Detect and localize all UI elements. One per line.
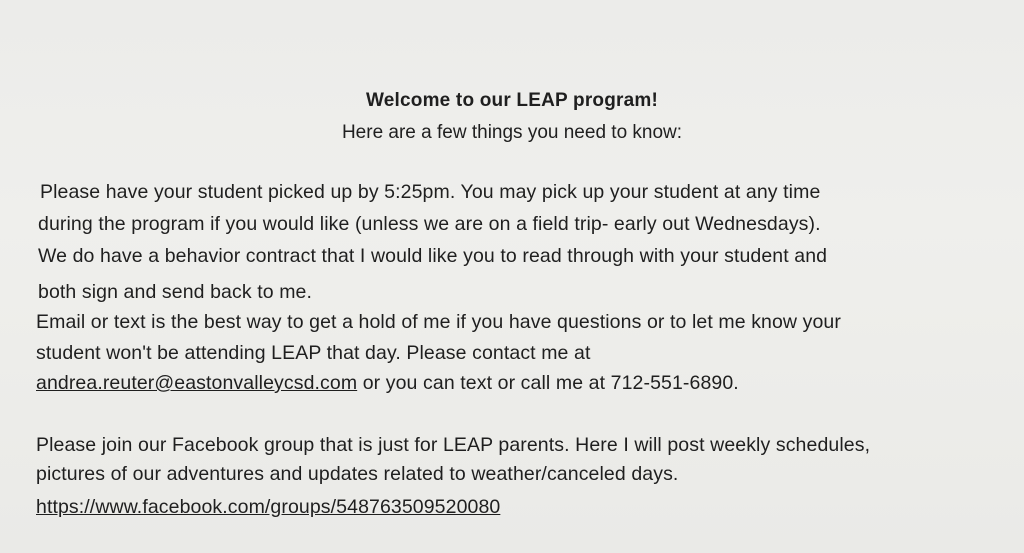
paragraph3-line1: Please join our Facebook group that is just for LEAP parents. Here I will post weekly schedules, xyxy=(36,434,871,456)
paragraph1-line1: Please have your student picked up by 5:25pm. You may pick up your student at any time xyxy=(40,181,821,203)
email-link[interactable]: andrea.reuter@eastonvalleycsd.com xyxy=(36,372,358,394)
paragraph1-line4: both sign and send back to me. xyxy=(38,281,313,303)
page-title: Welcome to our LEAP program! xyxy=(365,90,659,111)
contact-phone-text: or you can text or call me at 712-551-6890. xyxy=(357,372,739,394)
paragraph2-line2: student won't be attending LEAP that day. Please contact me at xyxy=(36,342,591,364)
facebook-group-link[interactable]: https://www.facebook.com/groups/548763509520080 xyxy=(36,496,501,518)
paragraph1-line3: We do have a behavior contract that I would like you to read through with your student and xyxy=(38,245,828,267)
paragraph2-line3 xyxy=(36,372,739,395)
paragraph3-line2: pictures of our adventures and updates related to weather/canceled days. xyxy=(36,463,679,485)
paragraph1-line2: during the program if you would like (unless we are on a field trip- early out Wednesdays). xyxy=(38,213,821,235)
page-subtitle: Here are a few things you need to know: xyxy=(341,122,683,143)
paragraph2-line1: Email or text is the best way to get a hold of me if you have questions or to let me know your xyxy=(36,311,841,333)
paragraph3-line3 xyxy=(36,496,500,519)
